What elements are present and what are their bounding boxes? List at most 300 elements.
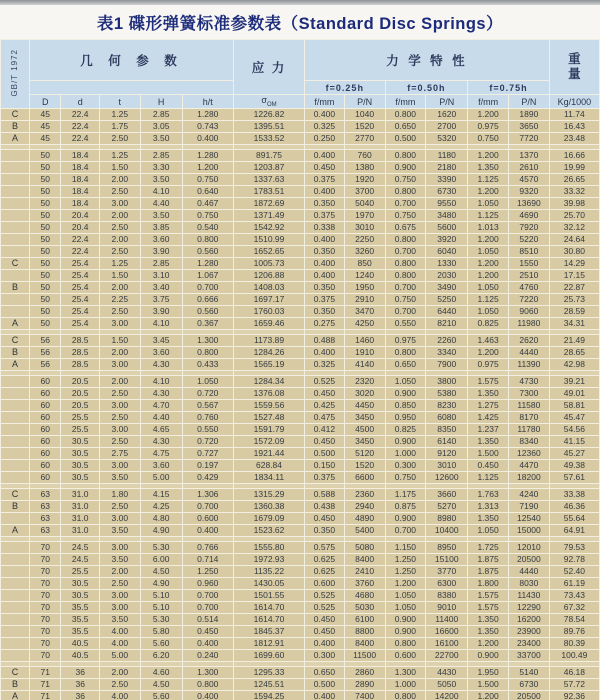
col-header-f3: f/mm <box>468 95 508 108</box>
separator-cell <box>386 662 426 666</box>
data-cell: 3010 <box>345 222 385 233</box>
series-cell: A <box>1 525 29 536</box>
data-cell: 3.00 <box>100 590 140 601</box>
data-cell: 0.325 <box>305 359 344 370</box>
col-header-f2: f/mm <box>386 95 426 108</box>
data-cell: 20500 <box>509 554 549 565</box>
data-cell: 3.50 <box>100 614 140 625</box>
data-cell: 40.5 <box>61 638 98 649</box>
data-cell: 6080 <box>426 412 467 423</box>
data-cell: 1315.29 <box>234 489 304 500</box>
table-row <box>1 679 599 690</box>
data-cell: 2910 <box>345 294 385 305</box>
table-row <box>1 513 599 524</box>
data-cell: 4.40 <box>141 198 182 209</box>
data-cell: 1284.34 <box>234 376 304 387</box>
data-cell: 1173.89 <box>234 335 304 346</box>
data-cell: 1834.11 <box>234 472 304 483</box>
data-cell: 0.700 <box>386 525 426 536</box>
series-cell: B <box>1 347 29 358</box>
data-cell: 0.400 <box>305 638 344 649</box>
data-cell: 60 <box>30 424 60 435</box>
data-cell: 3020 <box>345 388 385 399</box>
col-header-kg: Kg/1000 <box>550 95 599 108</box>
data-cell: 3450 <box>345 412 385 423</box>
data-cell: 1430.05 <box>234 578 304 589</box>
data-cell: 100.49 <box>550 650 599 661</box>
data-cell: 56 <box>30 335 60 346</box>
data-cell: 11.74 <box>550 109 599 120</box>
data-cell: 3.10 <box>141 270 182 281</box>
data-cell: 1620 <box>426 109 467 120</box>
data-cell: 3260 <box>345 246 385 257</box>
data-cell: 4.60 <box>141 667 182 678</box>
data-cell: 3770 <box>426 566 467 577</box>
data-cell: 18.4 <box>61 198 98 209</box>
data-cell: 3.50 <box>141 174 182 185</box>
data-cell: 12010 <box>509 542 549 553</box>
separator-cell <box>426 537 467 541</box>
data-cell: 6440 <box>426 306 467 317</box>
data-cell: 49.01 <box>550 388 599 399</box>
series-cell <box>1 376 29 387</box>
weight-group-header <box>550 40 599 94</box>
data-cell: 8170 <box>509 412 549 423</box>
data-cell: 0.900 <box>386 614 426 625</box>
data-cell: 4.80 <box>141 513 182 524</box>
data-cell: 2.50 <box>100 388 140 399</box>
separator-cell <box>141 371 182 375</box>
data-cell: 3.00 <box>100 400 140 411</box>
data-cell: 9060 <box>509 306 549 317</box>
data-cell: 54.56 <box>550 424 599 435</box>
data-cell: 760 <box>345 150 385 161</box>
data-cell: 1295.33 <box>234 667 304 678</box>
data-cell: 6300 <box>426 578 467 589</box>
data-cell: 1.200 <box>468 691 508 700</box>
data-cell: 0.450 <box>468 460 508 471</box>
data-cell: 1135.22 <box>234 566 304 577</box>
separator-cell <box>100 145 140 149</box>
data-cell: 35.5 <box>61 614 98 625</box>
table-row <box>1 121 599 132</box>
data-cell: 4.00 <box>100 638 140 649</box>
data-cell: 1.350 <box>468 162 508 173</box>
data-cell: 1005.73 <box>234 258 304 269</box>
data-cell: 1.500 <box>468 679 508 690</box>
data-cell: 22.4 <box>61 109 98 120</box>
data-cell: 0.400 <box>183 691 233 700</box>
data-cell: 0.400 <box>305 186 344 197</box>
data-cell: 18.4 <box>61 150 98 161</box>
data-cell: 0.240 <box>183 650 233 661</box>
data-cell: 71 <box>30 691 60 700</box>
data-cell: 0.350 <box>305 306 344 317</box>
data-cell: 2.25 <box>100 294 140 305</box>
data-cell: 16.43 <box>550 121 599 132</box>
data-cell: 1.350 <box>468 513 508 524</box>
data-cell: 70 <box>30 626 60 637</box>
group-separator-row <box>1 662 599 666</box>
data-cell: 1408.03 <box>234 282 304 293</box>
data-cell: 35.5 <box>61 626 98 637</box>
data-cell: 45 <box>30 121 60 132</box>
data-cell: 70 <box>30 590 60 601</box>
data-cell: 46.36 <box>550 501 599 512</box>
deflection-025h-header: f=0.25h <box>305 81 384 94</box>
data-cell: 8230 <box>426 400 467 411</box>
series-cell <box>1 388 29 399</box>
separator-cell <box>100 537 140 541</box>
data-cell: 2510 <box>509 270 549 281</box>
data-cell: 3.30 <box>141 162 182 173</box>
data-cell: 4.70 <box>141 400 182 411</box>
data-cell: 0.197 <box>183 460 233 471</box>
series-cell <box>1 650 29 661</box>
separator-cell <box>141 330 182 334</box>
series-cell <box>1 566 29 577</box>
separator-cell <box>1 330 29 334</box>
data-cell: 4.15 <box>141 489 182 500</box>
separator-cell <box>1 484 29 488</box>
data-cell: 30.5 <box>61 472 98 483</box>
data-cell: 6730 <box>426 186 467 197</box>
weight-label-bottom: 量 <box>568 67 581 81</box>
data-cell: 0.825 <box>386 424 426 435</box>
data-cell: 1812.91 <box>234 638 304 649</box>
data-cell: 1.25 <box>100 258 140 269</box>
data-cell: 0.438 <box>305 501 344 512</box>
series-cell: B <box>1 282 29 293</box>
data-cell: 2.85 <box>141 258 182 269</box>
data-cell: 1.125 <box>468 472 508 483</box>
data-cell: 0.350 <box>305 525 344 536</box>
data-cell: 5400 <box>345 525 385 536</box>
data-cell: 1395.51 <box>234 121 304 132</box>
data-cell: 70 <box>30 542 60 553</box>
data-cell: 70 <box>30 578 60 589</box>
data-cell: 2770 <box>345 133 385 144</box>
data-cell: 16200 <box>509 614 549 625</box>
separator-cell <box>234 371 304 375</box>
data-cell: 4.00 <box>100 626 140 637</box>
data-cell: 22700 <box>426 650 467 661</box>
data-cell: 1360.38 <box>234 501 304 512</box>
data-cell: 1.050 <box>468 246 508 257</box>
separator-cell <box>61 330 98 334</box>
series-cell <box>1 626 29 637</box>
data-cell: 61.19 <box>550 578 599 589</box>
separator-cell <box>550 145 599 149</box>
data-cell: 0.640 <box>183 186 233 197</box>
data-cell: 0.350 <box>305 198 344 209</box>
mechanical-group-header: 力 学 特 性 <box>305 40 549 80</box>
data-cell: 60 <box>30 412 60 423</box>
data-cell: 0.514 <box>183 614 233 625</box>
data-cell: 3.50 <box>100 525 140 536</box>
data-cell: 0.588 <box>305 489 344 500</box>
data-cell: 0.550 <box>386 318 426 329</box>
data-cell: 50 <box>30 258 60 269</box>
data-cell: 2.00 <box>100 210 140 221</box>
data-cell: 1950 <box>345 282 385 293</box>
data-cell: 4.50 <box>141 566 182 577</box>
separator-cell <box>141 484 182 488</box>
data-cell: 1972.93 <box>234 554 304 565</box>
data-cell: 0.600 <box>386 650 426 661</box>
data-cell: 3.50 <box>141 133 182 144</box>
data-cell: 4.75 <box>141 448 182 459</box>
data-cell: 45 <box>30 109 60 120</box>
data-cell: 0.400 <box>305 234 344 245</box>
data-cell: 1.200 <box>468 258 508 269</box>
data-cell: 3.50 <box>100 472 140 483</box>
table-row <box>1 258 599 269</box>
data-cell: 3.00 <box>100 359 140 370</box>
table-row <box>1 347 599 358</box>
series-cell: C <box>1 109 29 120</box>
data-cell: 3390 <box>426 174 467 185</box>
data-cell: 11500 <box>345 650 385 661</box>
data-cell: 0.900 <box>386 513 426 524</box>
data-cell: 4690 <box>509 210 549 221</box>
data-cell: 5.00 <box>141 472 182 483</box>
col-header-D: D <box>30 95 60 108</box>
data-cell: 0.800 <box>386 638 426 649</box>
table-row <box>1 109 599 120</box>
data-cell: 891.75 <box>234 150 304 161</box>
data-cell: 23.48 <box>550 133 599 144</box>
data-cell: 50 <box>30 174 60 185</box>
table-row <box>1 424 599 435</box>
data-cell: 1.575 <box>468 602 508 613</box>
data-cell: 3.85 <box>141 222 182 233</box>
data-cell: 4.30 <box>141 436 182 447</box>
series-cell <box>1 436 29 447</box>
separator-cell <box>61 484 98 488</box>
table-row <box>1 602 599 613</box>
data-cell: 0.400 <box>183 525 233 536</box>
table-row <box>1 691 599 700</box>
data-cell: 0.750 <box>386 174 426 185</box>
separator-cell <box>426 484 467 488</box>
data-cell: 3480 <box>426 210 467 221</box>
data-cell: 1527.48 <box>234 412 304 423</box>
data-cell: 0.325 <box>305 121 344 132</box>
data-cell: 1.125 <box>468 294 508 305</box>
data-cell: 7400 <box>345 691 385 700</box>
data-cell: 0.700 <box>386 198 426 209</box>
group-separator-row <box>1 484 599 488</box>
data-cell: 60 <box>30 472 60 483</box>
series-cell <box>1 578 29 589</box>
data-cell: 0.625 <box>305 566 344 577</box>
data-cell: 2030 <box>426 270 467 281</box>
data-cell: 5.80 <box>141 626 182 637</box>
separator-cell <box>345 145 385 149</box>
data-cell: 3.40 <box>141 282 182 293</box>
data-cell: 7720 <box>509 133 549 144</box>
data-cell: 0.975 <box>386 335 426 346</box>
data-cell: 0.714 <box>183 554 233 565</box>
table-row <box>1 282 599 293</box>
data-cell: 8210 <box>426 318 467 329</box>
data-cell: 2.50 <box>100 436 140 447</box>
data-cell: 4.65 <box>141 424 182 435</box>
table-row <box>1 335 599 346</box>
data-cell: 14.29 <box>550 258 599 269</box>
data-cell: 17.15 <box>550 270 599 281</box>
data-cell: 628.84 <box>234 460 304 471</box>
data-cell: 15100 <box>426 554 467 565</box>
data-cell: 3340 <box>426 347 467 358</box>
data-cell: 0.800 <box>183 234 233 245</box>
data-cell: 5140 <box>509 667 549 678</box>
separator-cell <box>386 484 426 488</box>
data-cell: 2.50 <box>100 133 140 144</box>
data-cell: 7900 <box>426 359 467 370</box>
col-header-H: H <box>141 95 182 108</box>
data-cell: 36 <box>61 667 98 678</box>
data-cell: 2.85 <box>141 150 182 161</box>
data-cell: 0.650 <box>386 121 426 132</box>
data-cell: 1330 <box>426 258 467 269</box>
data-cell: 1.200 <box>183 162 233 173</box>
data-cell: 0.338 <box>305 222 344 233</box>
data-cell: 0.450 <box>305 162 344 173</box>
data-cell: 60 <box>30 460 60 471</box>
page-title: 表1 碟形弹簧标准参数表（Standard Disc Springs） <box>96 15 504 33</box>
data-cell: 0.750 <box>183 174 233 185</box>
data-cell: 0.450 <box>305 436 344 447</box>
data-cell: 4680 <box>345 590 385 601</box>
data-cell: 0.750 <box>386 210 426 221</box>
data-cell: 3.00 <box>100 318 140 329</box>
series-cell <box>1 270 29 281</box>
weight-label-top: 重 <box>568 52 581 66</box>
data-cell: 57.72 <box>550 679 599 690</box>
deflection-050h-header: f=0.50h <box>386 81 468 94</box>
data-cell: 5120 <box>345 448 385 459</box>
data-cell: 2.50 <box>100 306 140 317</box>
data-cell: 1760.03 <box>234 306 304 317</box>
separator-cell <box>468 145 508 149</box>
data-cell: 0.400 <box>305 109 344 120</box>
data-cell: 4.25 <box>141 501 182 512</box>
data-cell: 0.300 <box>386 460 426 471</box>
separator-cell <box>30 537 60 541</box>
separator-cell <box>426 371 467 375</box>
data-cell: 11980 <box>509 318 549 329</box>
data-cell: 25.4 <box>61 270 98 281</box>
data-cell: 22.4 <box>61 234 98 245</box>
data-cell: 25.4 <box>61 294 98 305</box>
series-cell: C <box>1 258 29 269</box>
data-cell: 2.00 <box>100 234 140 245</box>
data-cell: 3.90 <box>141 306 182 317</box>
data-cell: 12540 <box>509 513 549 524</box>
data-cell: 2.00 <box>100 376 140 387</box>
data-cell: 0.750 <box>386 472 426 483</box>
data-cell: 1970 <box>345 210 385 221</box>
data-cell: 3800 <box>426 376 467 387</box>
data-cell: 1245.51 <box>234 679 304 690</box>
separator-cell <box>1 537 29 541</box>
data-cell: 6.00 <box>141 554 182 565</box>
data-cell: 60 <box>30 448 60 459</box>
data-cell: 12360 <box>509 448 549 459</box>
data-cell: 0.825 <box>468 318 508 329</box>
data-cell: 6730 <box>509 679 549 690</box>
data-cell: 3450 <box>345 436 385 447</box>
data-cell: 4240 <box>509 489 549 500</box>
data-cell: 71 <box>30 679 60 690</box>
data-cell: 0.800 <box>386 258 426 269</box>
series-cell <box>1 306 29 317</box>
data-cell: 1697.17 <box>234 294 304 305</box>
data-cell: 70 <box>30 554 60 565</box>
data-cell: 4.40 <box>141 412 182 423</box>
data-cell: 5030 <box>345 602 385 613</box>
separator-cell <box>468 484 508 488</box>
col-header-ht: h/t <box>183 95 233 108</box>
data-cell: 2.50 <box>100 222 140 233</box>
data-cell: 4.90 <box>141 525 182 536</box>
data-cell: 2.50 <box>100 186 140 197</box>
separator-cell <box>234 330 304 334</box>
data-cell: 33700 <box>509 650 549 661</box>
series-cell <box>1 294 29 305</box>
data-cell: 3.60 <box>141 347 182 358</box>
data-cell: 0.743 <box>183 121 233 132</box>
separator-cell <box>509 330 549 334</box>
separator-cell <box>183 484 233 488</box>
data-cell: 0.800 <box>386 347 426 358</box>
data-cell: 22.4 <box>61 246 98 257</box>
data-cell: 5.60 <box>141 638 182 649</box>
data-cell: 1594.25 <box>234 691 304 700</box>
series-cell <box>1 186 29 197</box>
data-cell: 14200 <box>426 691 467 700</box>
data-cell: 32.12 <box>550 222 599 233</box>
data-cell: 0.429 <box>183 472 233 483</box>
series-cell <box>1 472 29 483</box>
data-cell: 1.350 <box>468 388 508 399</box>
data-cell: 8030 <box>509 578 549 589</box>
data-cell: 0.412 <box>305 424 344 435</box>
separator-cell <box>61 662 98 666</box>
table-row <box>1 359 599 370</box>
data-cell: 1.875 <box>468 566 508 577</box>
data-cell: 0.275 <box>305 318 344 329</box>
data-cell: 1.275 <box>468 400 508 411</box>
series-cell: B <box>1 679 29 690</box>
data-cell: 18.4 <box>61 186 98 197</box>
data-cell: 46.18 <box>550 667 599 678</box>
data-cell: 34.31 <box>550 318 599 329</box>
data-cell: 0.950 <box>386 412 426 423</box>
separator-cell <box>426 662 467 666</box>
series-cell: C <box>1 489 29 500</box>
data-cell: 6140 <box>426 436 467 447</box>
data-cell: 11400 <box>426 614 467 625</box>
data-cell: 25.5 <box>61 424 98 435</box>
data-cell: 6100 <box>345 614 385 625</box>
data-cell: 5.60 <box>141 691 182 700</box>
data-cell: 52.40 <box>550 566 599 577</box>
data-cell: 11390 <box>509 359 549 370</box>
data-cell: 5220 <box>509 234 549 245</box>
